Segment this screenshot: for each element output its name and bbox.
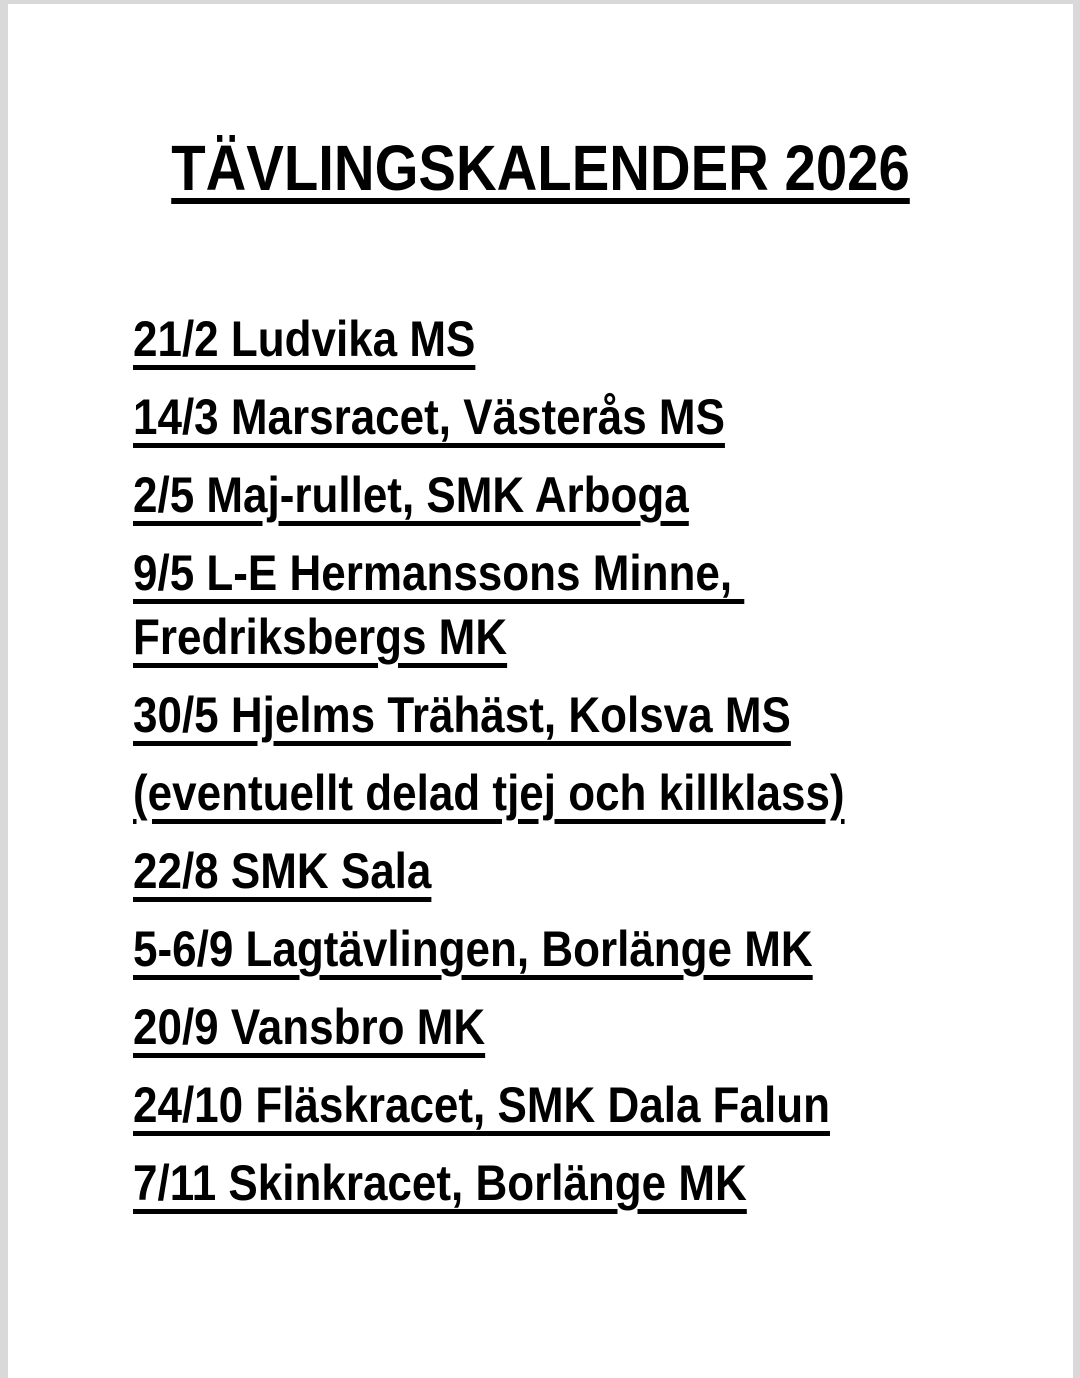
event-list [8,311,1073,1211]
event-line: 21/2 Ludvika MS [133,311,476,367]
event-note: (eventuellt delad tjej och killklass) [133,765,845,821]
event-line: 5-6/9 Lagtävlingen, Borlänge MK [133,921,813,977]
event-line: 14/3 Marsracet, Västerås MS [133,389,725,445]
document-page [8,4,1073,1378]
event-line-continuation: Fredriksbergs MK [133,609,508,665]
event-line: 24/10 Fläskracet, SMK Dala Falun [133,1077,830,1133]
page-title: TÄVLINGSKALENDER 2026 [171,132,910,204]
event-line: 2/5 Maj-rullet, SMK Arboga [133,467,689,523]
event-line: 30/5 Hjelms Trähäst, Kolsva MS [133,687,791,743]
event-line: 20/9 Vansbro MK [133,999,486,1055]
document-content [8,4,1073,1211]
event-line: 7/11 Skinkracet, Borlänge MK [133,1155,747,1211]
event-line: 22/8 SMK Sala [133,843,432,899]
event-line: 9/5 L-E Hermanssons Minne, [133,545,745,601]
